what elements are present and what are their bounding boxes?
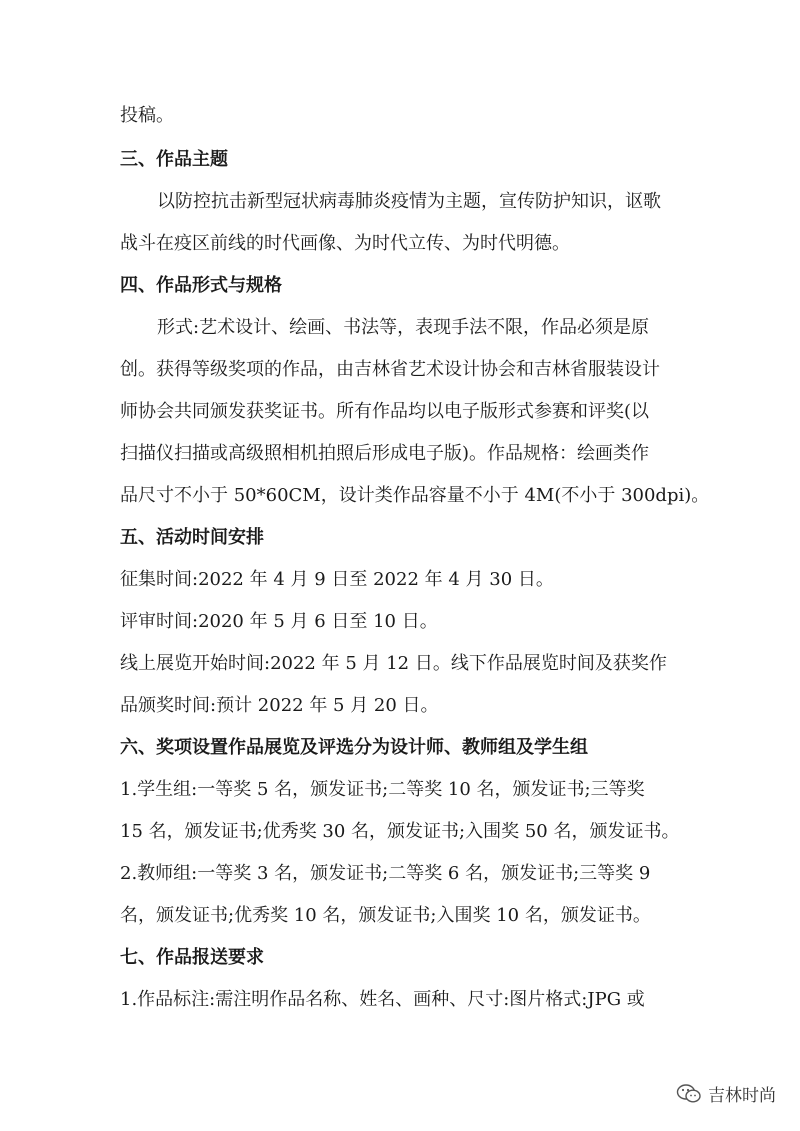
text-line: 以防控抗击新型冠状病毒肺炎疫情为主题，宣传防护知识，讴歌 — [157, 191, 661, 212]
text-line: 征集时间:2022 年 4 月 9 日至 2022 年 4 月 30 日。 — [120, 569, 554, 590]
text-line: 1.作品标注:需注明作品名称、姓名、画种、尺寸:图片格式:JPG 或 — [120, 989, 645, 1010]
section-heading-schedule: 五、活动时间安排 — [120, 527, 264, 548]
text-line: 线上展览开始时间:2022 年 5 月 12 日。线下作品展览时间及获奖作 — [120, 653, 667, 674]
section-heading-awards: 六、奖项设置作品展览及评选分为设计师、教师组及学生组 — [120, 737, 588, 758]
text-line: 师协会共同颁发获奖证书。所有作品均以电子版形式参赛和评奖(以 — [120, 401, 650, 422]
text-line: 投稿。 — [120, 105, 174, 126]
text-line: 名，颁发证书;优秀奖 10 名，颁发证书;入围奖 10 名，颁发证书。 — [120, 905, 651, 926]
text-line: 2.教师组:一等奖 3 名，颁发证书;二等奖 6 名，颁发证书;三等奖 9 — [120, 863, 651, 884]
text-line: 1.学生组:一等奖 5 名，颁发证书;二等奖 10 名，颁发证书;三等奖 — [120, 779, 645, 800]
text-line: 评审时间:2020 年 5 月 6 日至 10 日。 — [120, 611, 438, 632]
account-watermark — [676, 1081, 776, 1106]
wechat-icon — [676, 1083, 702, 1105]
text-line: 形式:艺术设计、绘画、书法等，表现手法不限，作品必须是原 — [157, 317, 650, 338]
section-heading-format: 四、作品形式与规格 — [120, 275, 282, 296]
text-line: 扫描仪扫描或高级照相机拍照后形成电子版)。作品规格：绘画类作 — [120, 443, 650, 464]
text-line: 战斗在疫区前线的时代画像、为时代立传、为时代明德。 — [120, 233, 570, 254]
text-line: 品尺寸不小于 50*60CM，设计类作品容量不小于 4M(不小于 300dpi)。 — [120, 485, 710, 506]
text-line: 15 名，颁发证书;优秀奖 30 名，颁发证书;入围奖 50 名，颁发证书。 — [120, 821, 680, 842]
watermark-text: 吉林时尚 — [708, 1086, 776, 1106]
text-line: 创。获得等级奖项的作品，由吉林省艺术设计协会和吉林省服装设计 — [120, 359, 660, 380]
text-line: 品颁奖时间:预计 2022 年 5 月 20 日。 — [120, 695, 439, 716]
section-heading-submission: 七、作品报送要求 — [120, 947, 264, 968]
section-heading-theme: 三、作品主题 — [120, 149, 228, 170]
